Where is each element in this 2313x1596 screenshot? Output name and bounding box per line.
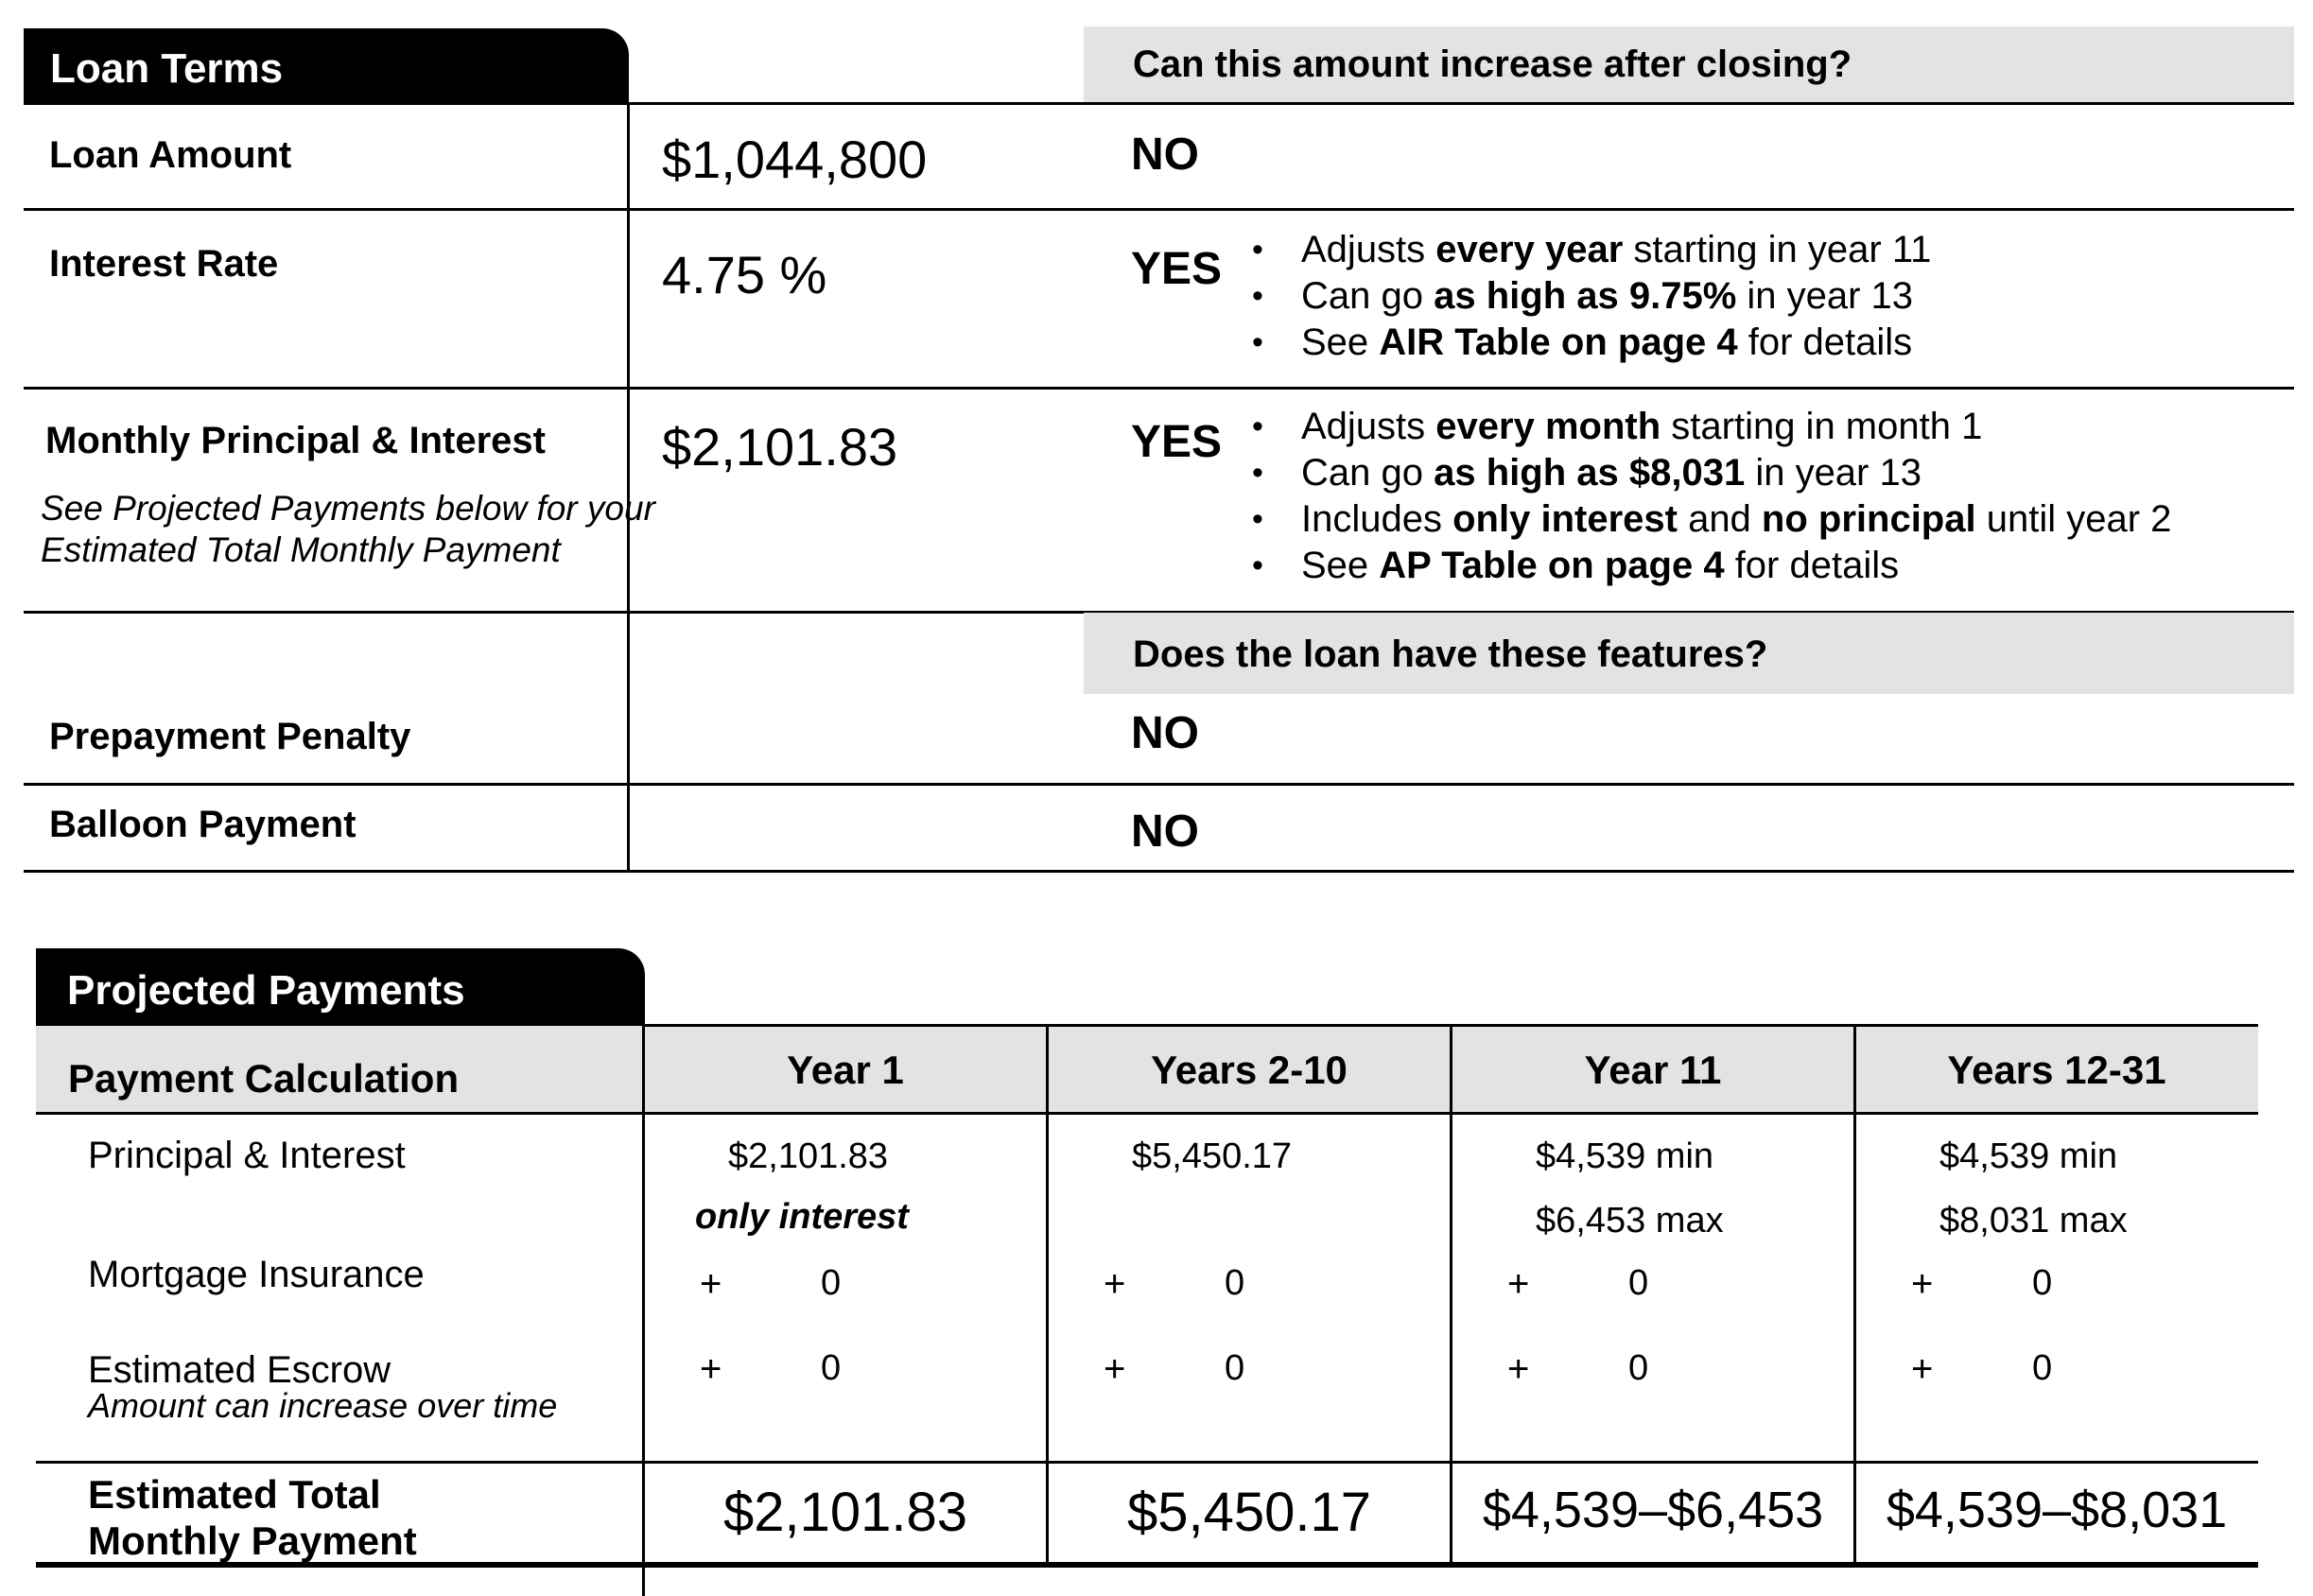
monthly-pi-note bbox=[41, 488, 655, 571]
monthly-pi-label: Monthly Principal & Interest bbox=[45, 420, 546, 461]
bullet-dot: • bbox=[1252, 547, 1263, 583]
escrow-value: 0 bbox=[1628, 1348, 1649, 1388]
column-header: Year 1 bbox=[787, 1048, 904, 1092]
bullet-item bbox=[1252, 496, 2171, 543]
interest-rate-bullets bbox=[1252, 227, 1931, 366]
bullet-text: starting in month 1 bbox=[1661, 406, 1983, 447]
interest-rate-label: Interest Rate bbox=[49, 243, 279, 285]
bullet-item bbox=[1252, 227, 1931, 273]
divider bbox=[36, 1112, 2258, 1115]
interest-rate-answer: YES bbox=[1131, 244, 1223, 294]
bullet-text: Adjusts bbox=[1301, 229, 1436, 270]
payment-calculation-header: Payment Calculation bbox=[68, 1056, 460, 1101]
features-question: Does the loan have these features? bbox=[1133, 633, 1768, 675]
bullet-text: starting in year 11 bbox=[1623, 229, 1932, 270]
total-value: $2,101.83 bbox=[722, 1482, 968, 1543]
prepayment-penalty-label: Prepayment Penalty bbox=[49, 716, 411, 757]
escrow-row-note: Amount can increase over time bbox=[88, 1386, 558, 1425]
divider bbox=[36, 1461, 2258, 1464]
increase-question: Can this amount increase after closing? bbox=[1133, 43, 1852, 85]
plus-sign: + bbox=[1104, 1348, 1126, 1390]
plus-sign: + bbox=[1911, 1263, 1934, 1305]
increase-question-bar bbox=[1084, 26, 2294, 102]
bullet-dot: • bbox=[1252, 408, 1263, 444]
total-row-label-line: Estimated Total bbox=[88, 1472, 381, 1517]
bullet-text: See bbox=[1301, 545, 1380, 586]
loan-terms-title: Loan Terms bbox=[50, 45, 284, 92]
escrow-value: 0 bbox=[2032, 1348, 2053, 1388]
bullet-item bbox=[1252, 543, 2171, 589]
mi-value: 0 bbox=[1225, 1263, 1245, 1303]
bullet-text: AIR Table on page 4 bbox=[1379, 321, 1738, 363]
bullet-text: only interest bbox=[1452, 498, 1678, 540]
bullet-dot: • bbox=[1252, 232, 1263, 268]
pi-subvalue: $8,031 max bbox=[1939, 1201, 2128, 1240]
monthly-pi-answer: YES bbox=[1131, 417, 1223, 467]
balloon-payment-answer: NO bbox=[1131, 807, 1199, 857]
bullet-text: Includes bbox=[1301, 498, 1453, 540]
monthly-pi-bullets bbox=[1252, 404, 2171, 589]
mi-value: 0 bbox=[821, 1263, 842, 1303]
pi-subvalue: only interest bbox=[695, 1197, 909, 1237]
bullet-item bbox=[1252, 450, 2171, 496]
bullet-text: for details bbox=[1737, 321, 1913, 363]
pi-value: $5,450.17 bbox=[1132, 1136, 1293, 1176]
bullet-text: as high as 9.75% bbox=[1434, 275, 1737, 317]
total-value: $4,539–$8,031 bbox=[1886, 1482, 2228, 1538]
prepayment-penalty-answer: NO bbox=[1131, 708, 1199, 758]
plus-sign: + bbox=[1104, 1263, 1126, 1305]
bullet-text: and bbox=[1677, 498, 1762, 540]
loan-amount-answer: NO bbox=[1131, 130, 1199, 180]
column-header: Years 2-10 bbox=[1151, 1048, 1348, 1092]
monthly-pi-note-line: Estimated Total Monthly Payment bbox=[41, 530, 561, 569]
plus-sign: + bbox=[700, 1263, 722, 1305]
bullet-text: for details bbox=[1724, 545, 1900, 586]
total-value: $5,450.17 bbox=[1126, 1482, 1372, 1543]
plus-sign: + bbox=[700, 1348, 722, 1390]
escrow-value: 0 bbox=[1225, 1348, 1245, 1388]
loan-terms-tab bbox=[24, 28, 629, 104]
bullet-item bbox=[1252, 320, 1931, 366]
bullet-dot: • bbox=[1252, 501, 1263, 537]
divider bbox=[24, 870, 2294, 873]
bullet-text: See bbox=[1301, 321, 1380, 363]
bullet-text: AP Table on page 4 bbox=[1379, 545, 1725, 586]
pi-value: $4,539 min bbox=[1939, 1136, 2118, 1176]
mi-value: 0 bbox=[1628, 1263, 1649, 1303]
monthly-pi-value: $2,101.83 bbox=[662, 417, 898, 477]
projected-payments-title: Projected Payments bbox=[67, 967, 465, 1014]
bullet-text: Adjusts bbox=[1301, 406, 1436, 447]
bullet-text: Can go bbox=[1301, 275, 1435, 317]
pi-value: $2,101.83 bbox=[728, 1136, 889, 1176]
features-question-bar bbox=[1084, 613, 2294, 694]
monthly-pi-note-line: See Projected Payments below for your bbox=[41, 489, 655, 528]
loan-amount-value: $1,044,800 bbox=[662, 130, 928, 189]
column-header: Years 12-31 bbox=[1947, 1048, 2166, 1092]
loan-amount-label: Loan Amount bbox=[49, 134, 292, 176]
escrow-row-label: Estimated Escrow bbox=[88, 1349, 391, 1391]
mi-row-label: Mortgage Insurance bbox=[88, 1254, 425, 1295]
bullet-text: as high as $8,031 bbox=[1434, 452, 1746, 494]
pi-row-label: Principal & Interest bbox=[88, 1135, 406, 1176]
bullet-text: every month bbox=[1435, 406, 1661, 447]
mi-value: 0 bbox=[2032, 1263, 2053, 1303]
column-header: Year 11 bbox=[1584, 1048, 1722, 1092]
bullet-text: no principal bbox=[1761, 498, 1976, 540]
bullet-text: in year 13 bbox=[1736, 275, 1914, 317]
pi-value: $4,539 min bbox=[1536, 1136, 1714, 1176]
bullet-text: every year bbox=[1435, 229, 1624, 270]
total-value: $4,539–$6,453 bbox=[1482, 1482, 1824, 1538]
bullet-text: Can go bbox=[1301, 452, 1435, 494]
divider bbox=[24, 208, 2294, 211]
divider bbox=[24, 783, 2294, 786]
bullet-text: until year 2 bbox=[1975, 498, 2172, 540]
escrow-value: 0 bbox=[821, 1348, 842, 1388]
bullet-dot: • bbox=[1252, 278, 1263, 314]
plus-sign: + bbox=[1507, 1348, 1530, 1390]
pi-subvalue: $6,453 max bbox=[1536, 1201, 1724, 1240]
total-row-label-line: Monthly Payment bbox=[88, 1518, 417, 1563]
total-row-label bbox=[88, 1471, 417, 1564]
balloon-payment-label: Balloon Payment bbox=[49, 804, 357, 845]
bullet-text: in year 13 bbox=[1745, 452, 1922, 494]
bullet-dot: • bbox=[1252, 455, 1263, 491]
bullet-item bbox=[1252, 404, 2171, 450]
interest-rate-value: 4.75 % bbox=[662, 245, 827, 304]
plus-sign: + bbox=[1911, 1348, 1934, 1390]
bullet-dot: • bbox=[1252, 324, 1263, 360]
bullet-item bbox=[1252, 273, 1931, 320]
divider bbox=[24, 387, 2294, 390]
projected-payments-tab bbox=[36, 948, 645, 1028]
divider bbox=[24, 102, 2294, 105]
plus-sign: + bbox=[1507, 1263, 1530, 1305]
